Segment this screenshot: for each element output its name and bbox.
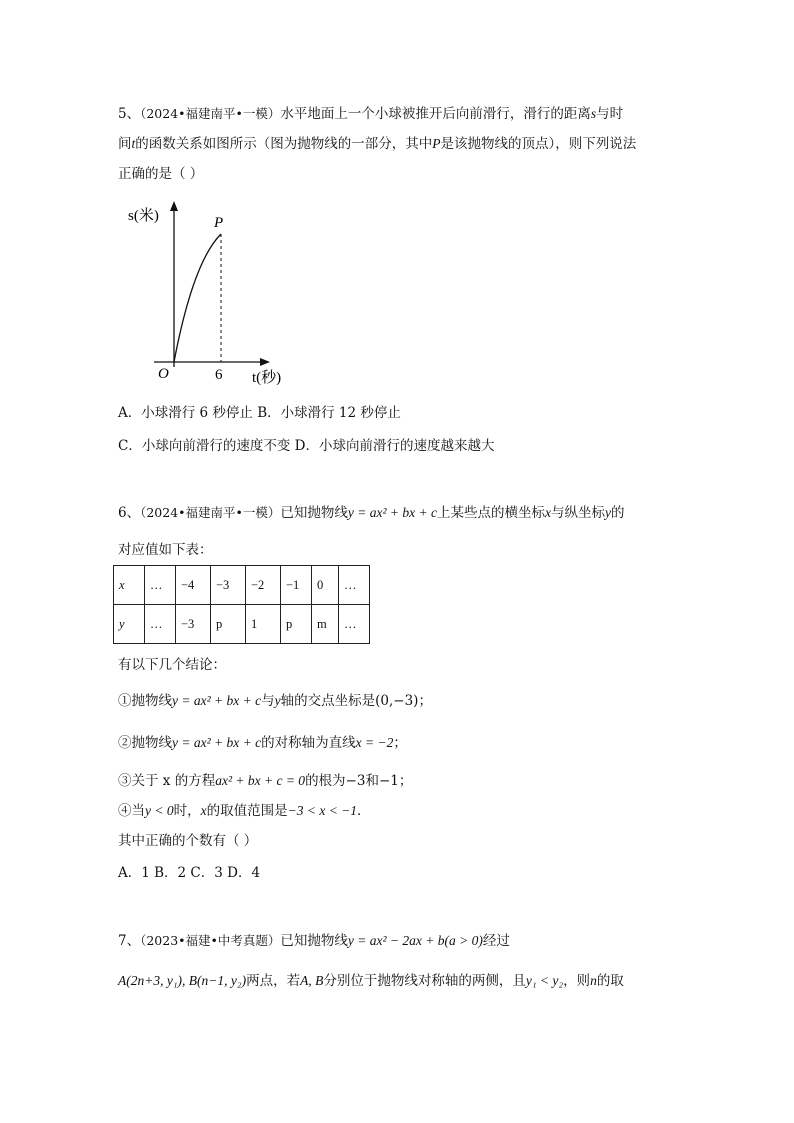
c4-b: 时， bbox=[173, 803, 201, 819]
q6-value-table bbox=[113, 565, 370, 644]
table-cell: … bbox=[339, 566, 370, 605]
c2-b: 的对称轴为直线 bbox=[261, 735, 356, 751]
q7-equation: y = ax² − 2ax + b(a > 0) bbox=[347, 933, 483, 948]
tick-6-label: 6 bbox=[215, 367, 223, 383]
q6-options: A．1 B．2 C．3 D．4 bbox=[118, 865, 261, 881]
q6-text-1b: 上某些点的横坐标 bbox=[437, 505, 546, 521]
c1-eq: y = ax² + bx + c bbox=[172, 693, 262, 708]
parabola-curve bbox=[174, 234, 221, 362]
q7-ab: A, B bbox=[300, 973, 324, 988]
q6-line-1 bbox=[118, 503, 625, 523]
table-cell: x bbox=[114, 566, 145, 605]
q5-options-cd: C．小球向前滑行的速度不变 D．小球向前滑行的速度越来越大 bbox=[118, 438, 495, 454]
q5-number: 5、 bbox=[118, 106, 141, 122]
c2-eq: y = ax² + bx + c bbox=[172, 735, 262, 750]
q7-var-n: n bbox=[590, 973, 597, 988]
q7-text-2d: 的取 bbox=[596, 973, 624, 989]
table-row bbox=[114, 605, 370, 644]
q7-line-1 bbox=[118, 931, 510, 951]
c1-d: ； bbox=[418, 693, 432, 709]
q5-var-p: P bbox=[432, 136, 441, 151]
table-cell: p bbox=[281, 605, 312, 644]
table-cell: −3 bbox=[176, 605, 211, 644]
q5-source: （2024•福建南平•一模） bbox=[140, 106, 281, 121]
q6-text-1a: 已知抛物线 bbox=[280, 505, 348, 521]
q6-conclusion-3 bbox=[118, 771, 412, 791]
table-cell: 1 bbox=[246, 605, 281, 644]
c3-a: ③关于 x 的方程 bbox=[118, 773, 216, 789]
q5-line-3: 正确的是（ ） bbox=[118, 166, 204, 182]
q6-conclusion-2 bbox=[118, 733, 407, 753]
table-cell: … bbox=[339, 605, 370, 644]
c4-d: ． bbox=[357, 803, 371, 819]
table-cell: m bbox=[312, 605, 339, 644]
c4-range: −3 < x < −1 bbox=[287, 803, 358, 818]
table-cell: … bbox=[145, 566, 176, 605]
q6-conclusion-1 bbox=[118, 691, 432, 711]
c2-a: ②抛物线 bbox=[118, 735, 172, 751]
table-cell: p bbox=[211, 605, 246, 644]
q7-text-2c: ，则 bbox=[563, 973, 591, 989]
q6-conclusion-4 bbox=[118, 801, 371, 821]
q5-line-2 bbox=[118, 134, 636, 154]
q7-line-2 bbox=[118, 971, 624, 991]
origin-label: O bbox=[158, 366, 169, 382]
table-cell: −3 bbox=[211, 566, 246, 605]
q6-text-1d: 的 bbox=[611, 505, 625, 521]
table-cell: … bbox=[145, 605, 176, 644]
table-cell: 0 bbox=[312, 566, 339, 605]
q7-number: 7、 bbox=[118, 933, 141, 949]
q5-text-2a: 间 bbox=[118, 136, 132, 152]
q5-text-1a: 水平地面上一个小球被推开后向前滑行，滑行的距离 bbox=[280, 106, 591, 122]
table-cell: −2 bbox=[246, 566, 281, 605]
table-cell: −4 bbox=[176, 566, 211, 605]
x-axis-label: t(秒) bbox=[252, 370, 282, 386]
q6-line-2: 对应值如下表： bbox=[118, 542, 213, 558]
q7-text-1b: 经过 bbox=[482, 933, 510, 949]
q5-graph bbox=[118, 195, 298, 390]
c4-var: x bbox=[200, 803, 207, 818]
q6-equation: y = ax² + bx + c bbox=[347, 505, 438, 520]
q6-conclusions-intro: 有以下几个结论： bbox=[118, 657, 226, 673]
q6-var-x: x bbox=[545, 505, 552, 520]
c1-var: y bbox=[274, 693, 281, 708]
c1-b: 与 bbox=[261, 693, 275, 709]
c3-b: 的根为−3和−1； bbox=[305, 773, 413, 789]
q6-ask: 其中正确的个数有（ ） bbox=[118, 833, 258, 849]
c1-c: 轴的交点坐标是 bbox=[280, 693, 376, 709]
c1-pt: (0,−3) bbox=[375, 693, 419, 709]
point-p-label: P bbox=[214, 215, 224, 231]
q6-text-1c: 与纵坐标 bbox=[551, 505, 606, 521]
q6-var-y: y bbox=[605, 505, 612, 520]
q5-var-s: s bbox=[590, 106, 597, 121]
c3-eq: ax² + bx + c = 0 bbox=[215, 773, 306, 788]
q5-options-ab: A．小球滑行 6 秒停止 B．小球滑行 12 秒停止 bbox=[118, 405, 401, 421]
c4-cond: y < 0 bbox=[145, 803, 174, 818]
table-cell: −1 bbox=[281, 566, 312, 605]
q5-text-2c: 是该抛物线的顶点），则下列说法 bbox=[440, 136, 637, 152]
q6-source: （2024•福建南平•一模） bbox=[140, 505, 281, 520]
q7-text-2a: 两点，若 bbox=[246, 973, 301, 989]
q7-text-2b: 分别位于抛物线对称轴的两侧，且 bbox=[323, 973, 526, 989]
y-axis-arrow bbox=[170, 201, 178, 211]
y-axis-label: s(米) bbox=[128, 208, 159, 224]
q7-source: （2023•福建•中考真题） bbox=[140, 933, 281, 948]
q5-var-t: t bbox=[131, 136, 136, 151]
c2-line: x = −2 bbox=[355, 735, 394, 750]
c4-c: 的取值范围是 bbox=[206, 803, 288, 819]
q7-text-1a: 已知抛物线 bbox=[280, 933, 348, 949]
table-cell: y bbox=[114, 605, 145, 644]
q7-points: A(2n+3, y₁), B(n−1, y₂) bbox=[118, 973, 247, 988]
c2-c: ； bbox=[393, 735, 407, 751]
q7-ineq: y₁ < y₂ bbox=[525, 973, 564, 988]
q5-text-1b: 与时 bbox=[596, 106, 624, 122]
c4-a: ④当 bbox=[118, 803, 145, 819]
q5-line-1 bbox=[118, 104, 623, 124]
q5-text-2b: 的函数关系如图所示（图为抛物线的一部分，其中 bbox=[135, 136, 433, 152]
x-axis-arrow bbox=[260, 358, 270, 366]
c1-a: ①抛物线 bbox=[118, 693, 172, 709]
table-row bbox=[114, 566, 370, 605]
q6-number: 6、 bbox=[118, 505, 141, 521]
